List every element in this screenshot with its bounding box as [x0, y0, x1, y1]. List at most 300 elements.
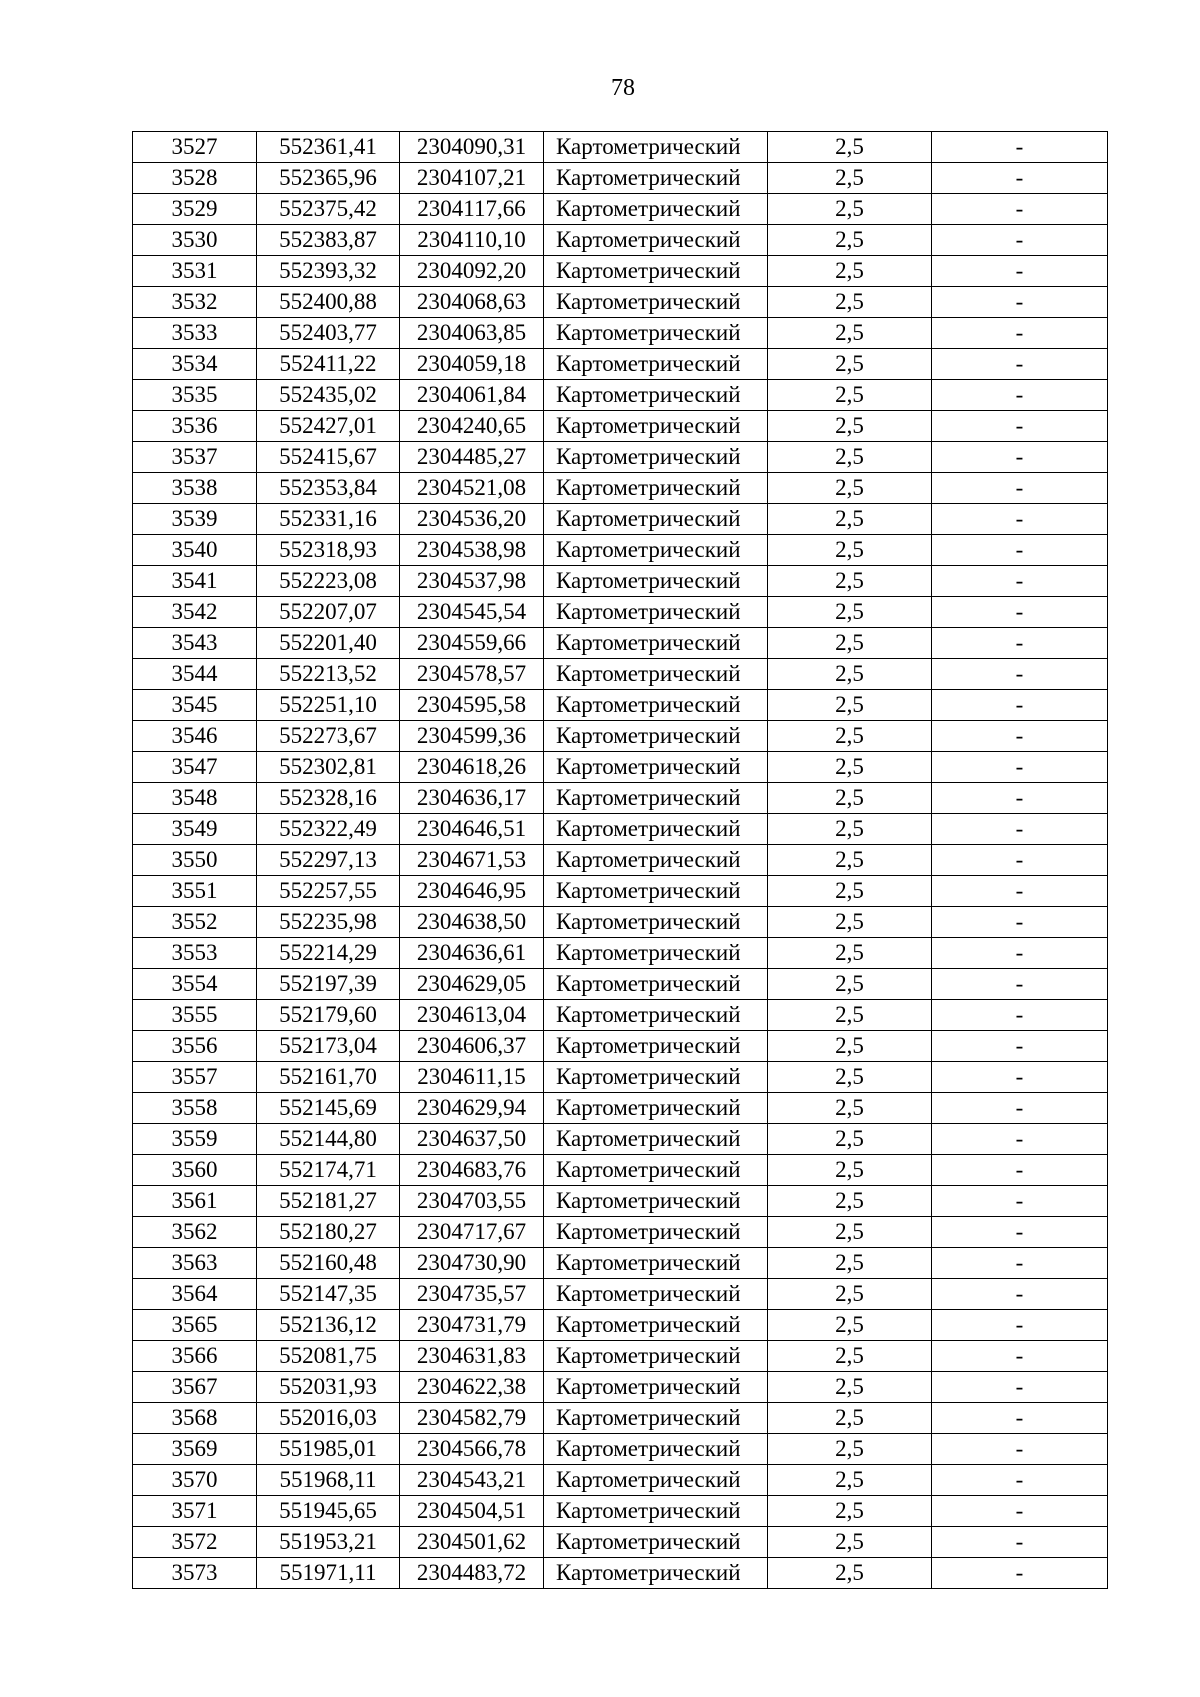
y-coordinate-cell: 2304731,79 — [400, 1310, 544, 1341]
y-coordinate-cell: 2304110,10 — [400, 225, 544, 256]
x-coordinate-cell: 552161,70 — [257, 1062, 400, 1093]
accuracy-cell: 2,5 — [768, 1558, 932, 1589]
table-row — [133, 1279, 1108, 1310]
x-coordinate-cell: 552180,27 — [257, 1217, 400, 1248]
accuracy-cell: 2,5 — [768, 380, 932, 411]
description-cell: - — [932, 132, 1108, 163]
x-coordinate-cell: 552081,75 — [257, 1341, 400, 1372]
accuracy-cell: 2,5 — [768, 566, 932, 597]
point-number-cell: 3569 — [133, 1434, 257, 1465]
accuracy-cell: 2,5 — [768, 659, 932, 690]
accuracy-cell: 2,5 — [768, 814, 932, 845]
description-cell: - — [932, 473, 1108, 504]
point-number-cell: 3571 — [133, 1496, 257, 1527]
accuracy-cell: 2,5 — [768, 876, 932, 907]
method-cell: Картометрический — [544, 1093, 768, 1124]
accuracy-cell: 2,5 — [768, 1062, 932, 1093]
method-cell: Картометрический — [544, 721, 768, 752]
x-coordinate-cell: 552016,03 — [257, 1403, 400, 1434]
method-cell: Картометрический — [544, 597, 768, 628]
x-coordinate-cell: 552201,40 — [257, 628, 400, 659]
table-row — [133, 1124, 1108, 1155]
method-cell: Картометрический — [544, 411, 768, 442]
point-number-cell: 3559 — [133, 1124, 257, 1155]
point-number-cell: 3548 — [133, 783, 257, 814]
y-coordinate-cell: 2304578,57 — [400, 659, 544, 690]
x-coordinate-cell: 552223,08 — [257, 566, 400, 597]
y-coordinate-cell: 2304059,18 — [400, 349, 544, 380]
x-coordinate-cell: 552302,81 — [257, 752, 400, 783]
table-row — [133, 1217, 1108, 1248]
point-number-cell: 3540 — [133, 535, 257, 566]
y-coordinate-cell: 2304637,50 — [400, 1124, 544, 1155]
description-cell: - — [932, 1496, 1108, 1527]
point-number-cell: 3544 — [133, 659, 257, 690]
method-cell: Картометрический — [544, 1217, 768, 1248]
point-number-cell: 3546 — [133, 721, 257, 752]
point-number-cell: 3543 — [133, 628, 257, 659]
accuracy-cell: 2,5 — [768, 287, 932, 318]
accuracy-cell: 2,5 — [768, 1248, 932, 1279]
description-cell: - — [932, 845, 1108, 876]
y-coordinate-cell: 2304595,58 — [400, 690, 544, 721]
description-cell: - — [932, 1186, 1108, 1217]
accuracy-cell: 2,5 — [768, 1310, 932, 1341]
table-row — [133, 1062, 1108, 1093]
y-coordinate-cell: 2304090,31 — [400, 132, 544, 163]
y-coordinate-cell: 2304671,53 — [400, 845, 544, 876]
table-row — [133, 1310, 1108, 1341]
x-coordinate-cell: 552365,96 — [257, 163, 400, 194]
method-cell: Картометрический — [544, 380, 768, 411]
method-cell: Картометрический — [544, 442, 768, 473]
table-row — [133, 442, 1108, 473]
point-number-cell: 3551 — [133, 876, 257, 907]
accuracy-cell: 2,5 — [768, 597, 932, 628]
accuracy-cell: 2,5 — [768, 1000, 932, 1031]
method-cell: Картометрический — [544, 473, 768, 504]
method-cell: Картометрический — [544, 225, 768, 256]
accuracy-cell: 2,5 — [768, 349, 932, 380]
description-cell: - — [932, 1093, 1108, 1124]
description-cell: - — [932, 287, 1108, 318]
point-number-cell: 3547 — [133, 752, 257, 783]
description-cell: - — [932, 1372, 1108, 1403]
y-coordinate-cell: 2304485,27 — [400, 442, 544, 473]
method-cell: Картометрический — [544, 1186, 768, 1217]
point-number-cell: 3536 — [133, 411, 257, 442]
point-number-cell: 3535 — [133, 380, 257, 411]
method-cell: Картометрический — [544, 1279, 768, 1310]
method-cell: Картометрический — [544, 504, 768, 535]
accuracy-cell: 2,5 — [768, 783, 932, 814]
y-coordinate-cell: 2304629,05 — [400, 969, 544, 1000]
table-row — [133, 1000, 1108, 1031]
method-cell: Картометрический — [544, 1310, 768, 1341]
method-cell: Картометрический — [544, 969, 768, 1000]
table-body — [133, 132, 1108, 1589]
point-number-cell: 3564 — [133, 1279, 257, 1310]
table-row — [133, 287, 1108, 318]
description-cell: - — [932, 225, 1108, 256]
description-cell: - — [932, 659, 1108, 690]
method-cell: Картометрический — [544, 163, 768, 194]
method-cell: Картометрический — [544, 194, 768, 225]
y-coordinate-cell: 2304504,51 — [400, 1496, 544, 1527]
y-coordinate-cell: 2304631,83 — [400, 1341, 544, 1372]
method-cell: Картометрический — [544, 845, 768, 876]
accuracy-cell: 2,5 — [768, 938, 932, 969]
y-coordinate-cell: 2304117,66 — [400, 194, 544, 225]
method-cell: Картометрический — [544, 256, 768, 287]
x-coordinate-cell: 552257,55 — [257, 876, 400, 907]
table-row — [133, 163, 1108, 194]
point-number-cell: 3570 — [133, 1465, 257, 1496]
point-number-cell: 3550 — [133, 845, 257, 876]
point-number-cell: 3552 — [133, 907, 257, 938]
point-number-cell: 3537 — [133, 442, 257, 473]
description-cell: - — [932, 938, 1108, 969]
point-number-cell: 3557 — [133, 1062, 257, 1093]
y-coordinate-cell: 2304538,98 — [400, 535, 544, 566]
description-cell: - — [932, 1062, 1108, 1093]
table-row — [133, 504, 1108, 535]
x-coordinate-cell: 552214,29 — [257, 938, 400, 969]
method-cell: Картометрический — [544, 1155, 768, 1186]
method-cell: Картометрический — [544, 1000, 768, 1031]
description-cell: - — [932, 256, 1108, 287]
x-coordinate-cell: 552273,67 — [257, 721, 400, 752]
description-cell: - — [932, 163, 1108, 194]
description-cell: - — [932, 318, 1108, 349]
y-coordinate-cell: 2304545,54 — [400, 597, 544, 628]
description-cell: - — [932, 442, 1108, 473]
method-cell: Картометрический — [544, 132, 768, 163]
x-coordinate-cell: 552031,93 — [257, 1372, 400, 1403]
point-number-cell: 3563 — [133, 1248, 257, 1279]
table-row — [133, 659, 1108, 690]
accuracy-cell: 2,5 — [768, 628, 932, 659]
point-number-cell: 3567 — [133, 1372, 257, 1403]
table-row — [133, 380, 1108, 411]
accuracy-cell: 2,5 — [768, 1155, 932, 1186]
table-row — [133, 814, 1108, 845]
table-row — [133, 1434, 1108, 1465]
point-number-cell: 3561 — [133, 1186, 257, 1217]
description-cell: - — [932, 1279, 1108, 1310]
point-number-cell: 3532 — [133, 287, 257, 318]
y-coordinate-cell: 2304646,51 — [400, 814, 544, 845]
accuracy-cell: 2,5 — [768, 1372, 932, 1403]
description-cell: - — [932, 876, 1108, 907]
description-cell: - — [932, 1124, 1108, 1155]
x-coordinate-cell: 552435,02 — [257, 380, 400, 411]
y-coordinate-cell: 2304566,78 — [400, 1434, 544, 1465]
method-cell: Картометрический — [544, 318, 768, 349]
point-number-cell: 3527 — [133, 132, 257, 163]
description-cell: - — [932, 1310, 1108, 1341]
table-row — [133, 411, 1108, 442]
table-row — [133, 473, 1108, 504]
table-row — [133, 845, 1108, 876]
point-number-cell: 3528 — [133, 163, 257, 194]
x-coordinate-cell: 552361,41 — [257, 132, 400, 163]
point-number-cell: 3558 — [133, 1093, 257, 1124]
description-cell: - — [932, 1465, 1108, 1496]
x-coordinate-cell: 551945,65 — [257, 1496, 400, 1527]
coordinates-table — [132, 131, 1108, 1589]
description-cell: - — [932, 969, 1108, 1000]
accuracy-cell: 2,5 — [768, 752, 932, 783]
point-number-cell: 3573 — [133, 1558, 257, 1589]
accuracy-cell: 2,5 — [768, 473, 932, 504]
description-cell: - — [932, 1403, 1108, 1434]
accuracy-cell: 2,5 — [768, 1217, 932, 1248]
table-row — [133, 132, 1108, 163]
table-row — [133, 1403, 1108, 1434]
y-coordinate-cell: 2304638,50 — [400, 907, 544, 938]
description-cell: - — [932, 194, 1108, 225]
description-cell: - — [932, 597, 1108, 628]
y-coordinate-cell: 2304735,57 — [400, 1279, 544, 1310]
description-cell: - — [932, 380, 1108, 411]
table-row — [133, 628, 1108, 659]
point-number-cell: 3566 — [133, 1341, 257, 1372]
method-cell: Картометрический — [544, 1434, 768, 1465]
table-row — [133, 225, 1108, 256]
table-row — [133, 349, 1108, 380]
table-row — [133, 690, 1108, 721]
accuracy-cell: 2,5 — [768, 1124, 932, 1155]
point-number-cell: 3555 — [133, 1000, 257, 1031]
y-coordinate-cell: 2304063,85 — [400, 318, 544, 349]
accuracy-cell: 2,5 — [768, 1341, 932, 1372]
x-coordinate-cell: 551971,11 — [257, 1558, 400, 1589]
y-coordinate-cell: 2304092,20 — [400, 256, 544, 287]
accuracy-cell: 2,5 — [768, 969, 932, 1000]
description-cell: - — [932, 1558, 1108, 1589]
description-cell: - — [932, 1527, 1108, 1558]
y-coordinate-cell: 2304613,04 — [400, 1000, 544, 1031]
description-cell: - — [932, 1341, 1108, 1372]
x-coordinate-cell: 552197,39 — [257, 969, 400, 1000]
x-coordinate-cell: 552400,88 — [257, 287, 400, 318]
method-cell: Картометрический — [544, 876, 768, 907]
x-coordinate-cell: 552375,42 — [257, 194, 400, 225]
accuracy-cell: 2,5 — [768, 1496, 932, 1527]
point-number-cell: 3545 — [133, 690, 257, 721]
accuracy-cell: 2,5 — [768, 1465, 932, 1496]
description-cell: - — [932, 1031, 1108, 1062]
y-coordinate-cell: 2304646,95 — [400, 876, 544, 907]
x-coordinate-cell: 551985,01 — [257, 1434, 400, 1465]
description-cell: - — [932, 721, 1108, 752]
method-cell: Картометрический — [544, 814, 768, 845]
x-coordinate-cell: 552415,67 — [257, 442, 400, 473]
page-number: 78 — [611, 75, 635, 101]
table-row — [133, 1341, 1108, 1372]
x-coordinate-cell: 552318,93 — [257, 535, 400, 566]
accuracy-cell: 2,5 — [768, 690, 932, 721]
y-coordinate-cell: 2304582,79 — [400, 1403, 544, 1434]
accuracy-cell: 2,5 — [768, 411, 932, 442]
y-coordinate-cell: 2304636,61 — [400, 938, 544, 969]
table-row — [133, 1093, 1108, 1124]
point-number-cell: 3562 — [133, 1217, 257, 1248]
x-coordinate-cell: 552160,48 — [257, 1248, 400, 1279]
point-number-cell: 3553 — [133, 938, 257, 969]
description-cell: - — [932, 349, 1108, 380]
description-cell: - — [932, 783, 1108, 814]
point-number-cell: 3542 — [133, 597, 257, 628]
y-coordinate-cell: 2304543,21 — [400, 1465, 544, 1496]
x-coordinate-cell: 552322,49 — [257, 814, 400, 845]
description-cell: - — [932, 566, 1108, 597]
y-coordinate-cell: 2304599,36 — [400, 721, 544, 752]
table-row — [133, 1496, 1108, 1527]
x-coordinate-cell: 552328,16 — [257, 783, 400, 814]
y-coordinate-cell: 2304521,08 — [400, 473, 544, 504]
accuracy-cell: 2,5 — [768, 907, 932, 938]
table-row — [133, 1558, 1108, 1589]
y-coordinate-cell: 2304501,62 — [400, 1527, 544, 1558]
accuracy-cell: 2,5 — [768, 535, 932, 566]
table-row — [133, 1372, 1108, 1403]
y-coordinate-cell: 2304537,98 — [400, 566, 544, 597]
method-cell: Картометрический — [544, 752, 768, 783]
method-cell: Картометрический — [544, 1124, 768, 1155]
method-cell: Картометрический — [544, 1372, 768, 1403]
y-coordinate-cell: 2304629,94 — [400, 1093, 544, 1124]
x-coordinate-cell: 552393,32 — [257, 256, 400, 287]
x-coordinate-cell: 552383,87 — [257, 225, 400, 256]
x-coordinate-cell: 552181,27 — [257, 1186, 400, 1217]
table-row — [133, 597, 1108, 628]
method-cell: Картометрический — [544, 1248, 768, 1279]
y-coordinate-cell: 2304483,72 — [400, 1558, 544, 1589]
point-number-cell: 3572 — [133, 1527, 257, 1558]
x-coordinate-cell: 552427,01 — [257, 411, 400, 442]
point-number-cell: 3533 — [133, 318, 257, 349]
accuracy-cell: 2,5 — [768, 1031, 932, 1062]
table-row — [133, 566, 1108, 597]
accuracy-cell: 2,5 — [768, 1093, 932, 1124]
description-cell: - — [932, 1248, 1108, 1279]
y-coordinate-cell: 2304611,15 — [400, 1062, 544, 1093]
y-coordinate-cell: 2304536,20 — [400, 504, 544, 535]
accuracy-cell: 2,5 — [768, 1279, 932, 1310]
accuracy-cell: 2,5 — [768, 442, 932, 473]
y-coordinate-cell: 2304559,66 — [400, 628, 544, 659]
accuracy-cell: 2,5 — [768, 1186, 932, 1217]
y-coordinate-cell: 2304240,65 — [400, 411, 544, 442]
method-cell: Картометрический — [544, 1403, 768, 1434]
table-row — [133, 256, 1108, 287]
point-number-cell: 3554 — [133, 969, 257, 1000]
method-cell: Картометрический — [544, 1465, 768, 1496]
x-coordinate-cell: 552403,77 — [257, 318, 400, 349]
x-coordinate-cell: 552411,22 — [257, 349, 400, 380]
description-cell: - — [932, 1000, 1108, 1031]
description-cell: - — [932, 1217, 1108, 1248]
accuracy-cell: 2,5 — [768, 1527, 932, 1558]
point-number-cell: 3565 — [133, 1310, 257, 1341]
y-coordinate-cell: 2304068,63 — [400, 287, 544, 318]
point-number-cell: 3530 — [133, 225, 257, 256]
y-coordinate-cell: 2304717,67 — [400, 1217, 544, 1248]
x-coordinate-cell: 551953,21 — [257, 1527, 400, 1558]
description-cell: - — [932, 752, 1108, 783]
x-coordinate-cell: 552297,13 — [257, 845, 400, 876]
method-cell: Картометрический — [544, 1496, 768, 1527]
description-cell: - — [932, 628, 1108, 659]
x-coordinate-cell: 552331,16 — [257, 504, 400, 535]
method-cell: Картометрический — [544, 659, 768, 690]
accuracy-cell: 2,5 — [768, 318, 932, 349]
table-row — [133, 535, 1108, 566]
point-number-cell: 3541 — [133, 566, 257, 597]
table-row — [133, 938, 1108, 969]
y-coordinate-cell: 2304061,84 — [400, 380, 544, 411]
accuracy-cell: 2,5 — [768, 845, 932, 876]
accuracy-cell: 2,5 — [768, 1434, 932, 1465]
point-number-cell: 3549 — [133, 814, 257, 845]
accuracy-cell: 2,5 — [768, 256, 932, 287]
accuracy-cell: 2,5 — [768, 721, 932, 752]
table-row — [133, 783, 1108, 814]
table-row — [133, 194, 1108, 225]
x-coordinate-cell: 552179,60 — [257, 1000, 400, 1031]
method-cell: Картометрический — [544, 1558, 768, 1589]
table-row — [133, 1248, 1108, 1279]
x-coordinate-cell: 552147,35 — [257, 1279, 400, 1310]
table-row — [133, 1155, 1108, 1186]
y-coordinate-cell: 2304622,38 — [400, 1372, 544, 1403]
method-cell: Картометрический — [544, 783, 768, 814]
method-cell: Картометрический — [544, 628, 768, 659]
x-coordinate-cell: 552174,71 — [257, 1155, 400, 1186]
point-number-cell: 3534 — [133, 349, 257, 380]
table-row — [133, 1186, 1108, 1217]
x-coordinate-cell: 552145,69 — [257, 1093, 400, 1124]
accuracy-cell: 2,5 — [768, 194, 932, 225]
accuracy-cell: 2,5 — [768, 225, 932, 256]
accuracy-cell: 2,5 — [768, 163, 932, 194]
method-cell: Картометрический — [544, 907, 768, 938]
table-row — [133, 969, 1108, 1000]
x-coordinate-cell: 552353,84 — [257, 473, 400, 504]
method-cell: Картометрический — [544, 1341, 768, 1372]
y-coordinate-cell: 2304618,26 — [400, 752, 544, 783]
y-coordinate-cell: 2304683,76 — [400, 1155, 544, 1186]
x-coordinate-cell: 552136,12 — [257, 1310, 400, 1341]
y-coordinate-cell: 2304730,90 — [400, 1248, 544, 1279]
y-coordinate-cell: 2304606,37 — [400, 1031, 544, 1062]
x-coordinate-cell: 552144,80 — [257, 1124, 400, 1155]
point-number-cell: 3538 — [133, 473, 257, 504]
point-number-cell: 3560 — [133, 1155, 257, 1186]
method-cell: Картометрический — [544, 349, 768, 380]
description-cell: - — [932, 690, 1108, 721]
x-coordinate-cell: 552173,04 — [257, 1031, 400, 1062]
y-coordinate-cell: 2304636,17 — [400, 783, 544, 814]
accuracy-cell: 2,5 — [768, 504, 932, 535]
method-cell: Картометрический — [544, 566, 768, 597]
description-cell: - — [932, 814, 1108, 845]
y-coordinate-cell: 2304107,21 — [400, 163, 544, 194]
description-cell: - — [932, 1434, 1108, 1465]
description-cell: - — [932, 535, 1108, 566]
